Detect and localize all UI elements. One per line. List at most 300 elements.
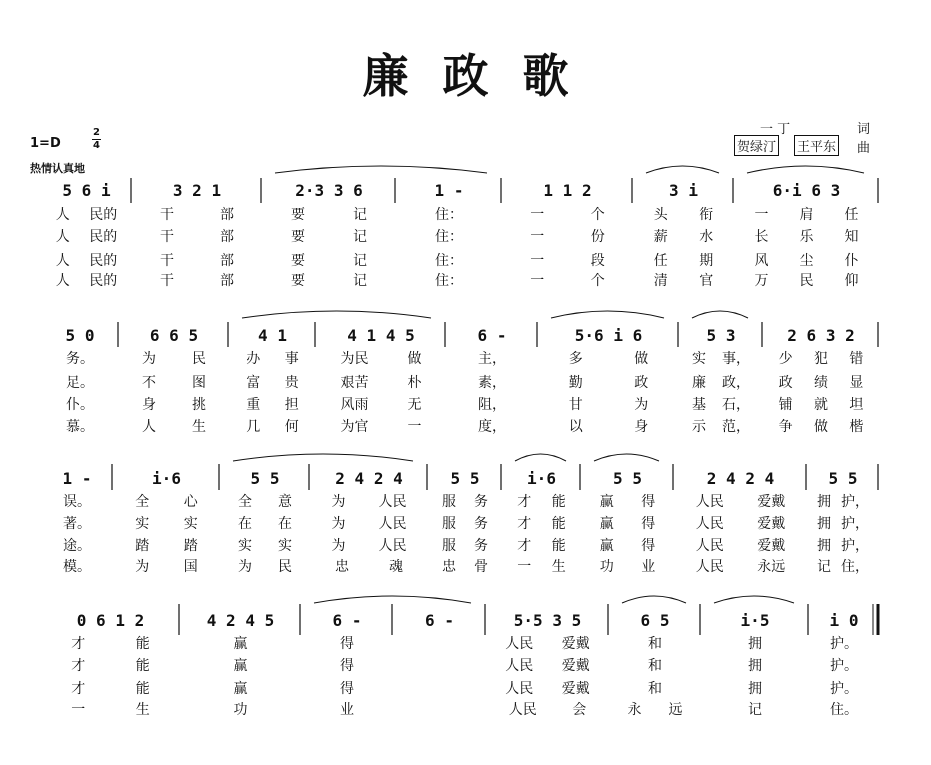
lyric-word: 和 bbox=[648, 636, 662, 652]
lyric-word: 人民 bbox=[695, 538, 724, 554]
lyric-verse-4 bbox=[814, 699, 874, 719]
lyric-verse-2 bbox=[46, 655, 175, 675]
lyric-word: 实 bbox=[183, 516, 198, 532]
lyric-word: 政， bbox=[722, 375, 750, 391]
lyric-word: 人民 bbox=[505, 636, 534, 652]
lyric-word: 人 bbox=[142, 419, 156, 435]
lyric-word: 全 bbox=[238, 494, 252, 510]
lyric-word: 图 bbox=[192, 375, 206, 391]
lyric-word: 身 bbox=[142, 397, 156, 413]
lyric-word: 朴 bbox=[407, 375, 422, 391]
lyric-word: 为 bbox=[135, 559, 150, 575]
lyric-word: 人民 bbox=[695, 559, 724, 575]
lyric-word: 部 bbox=[220, 253, 234, 269]
lyric-word: 做 bbox=[407, 351, 422, 367]
measure-notes: 6 - bbox=[477, 326, 507, 345]
lyric-verse-1 bbox=[679, 491, 802, 511]
lyric-word: 务 bbox=[474, 516, 488, 532]
lyric-word: 民的 bbox=[89, 229, 118, 245]
lyric-word: 在 bbox=[278, 516, 292, 532]
lyric-word: 风 bbox=[754, 253, 769, 269]
lyric-word: 记 bbox=[817, 559, 831, 575]
lyric-verse-1 bbox=[225, 491, 305, 511]
lyric-word: 能 bbox=[135, 636, 150, 652]
lyric-word: 拥 bbox=[817, 494, 831, 510]
measure-notes: 4 1 4 5 bbox=[347, 326, 415, 345]
lyric-word: 人民 bbox=[508, 702, 537, 718]
lyric-word: 为 bbox=[634, 397, 649, 413]
lyric-word: 错 bbox=[849, 351, 864, 367]
lyric-word: 要 bbox=[291, 273, 305, 289]
lyric-word: 记 bbox=[748, 702, 762, 718]
lyric-word: 段 bbox=[590, 253, 605, 269]
lyric-word: 个 bbox=[590, 273, 605, 289]
lyric-verse-4 bbox=[315, 556, 423, 576]
lyric-verse-1 bbox=[638, 204, 729, 224]
lyric-word: 一 bbox=[71, 702, 86, 718]
lyric-word: 一 bbox=[407, 419, 422, 435]
lyric-word: 爱戴 bbox=[561, 658, 590, 674]
lyric-word: 爱戴 bbox=[757, 538, 786, 554]
lyric-verse-3 bbox=[185, 678, 296, 698]
lyric-word: 长 bbox=[754, 229, 769, 245]
measure-notes: 6 - bbox=[425, 611, 454, 630]
lyric-word: 人民 bbox=[695, 516, 724, 532]
lyric-word: 部 bbox=[220, 273, 234, 289]
lyric-word: 阻， bbox=[478, 397, 506, 413]
lyric-word: 远 bbox=[668, 702, 683, 718]
lyric-word: 政 bbox=[634, 375, 649, 391]
lyric-word: 少 bbox=[778, 351, 793, 367]
composer-2: 王平东 bbox=[794, 135, 839, 156]
lyric-word: 国 bbox=[183, 559, 198, 575]
lyric-verse-2 bbox=[46, 372, 114, 392]
lyric-verse-2 bbox=[739, 226, 874, 246]
lyric-word: 铺 bbox=[778, 397, 793, 413]
lyric-verse-2 bbox=[185, 655, 296, 675]
lyric-word: 才 bbox=[71, 636, 86, 652]
time-signature-top: 2 bbox=[93, 127, 100, 138]
lyric-verse-3 bbox=[118, 535, 215, 555]
lyric-word: 仰 bbox=[844, 273, 859, 289]
lyric-word: 人民 bbox=[505, 681, 534, 697]
lyric-verse-2 bbox=[814, 655, 874, 675]
lyric-verse-1 bbox=[234, 348, 311, 368]
lyric-word: 业 bbox=[641, 559, 656, 575]
lyric-word: 赢 bbox=[599, 538, 614, 554]
lyric-verse-1 bbox=[543, 348, 674, 368]
lyric-word: 得 bbox=[340, 636, 354, 652]
lyric-word: 办 bbox=[246, 351, 261, 367]
lyric-word: 石， bbox=[722, 397, 750, 413]
measure-notes: 6 6 5 bbox=[149, 326, 199, 345]
lyric-word: 担 bbox=[284, 397, 299, 413]
measure-notes: 2 4 2 4 bbox=[706, 469, 775, 488]
lyric-word: 为民 bbox=[340, 351, 369, 367]
lyric-word: 实 bbox=[238, 538, 252, 554]
measure-notes: 1 1 2 bbox=[543, 181, 592, 200]
lyric-verse-3 bbox=[739, 250, 874, 270]
lyric-word: 为 bbox=[331, 516, 346, 532]
lyric-word: 民的 bbox=[89, 207, 118, 223]
lyric-verse-2 bbox=[46, 513, 108, 533]
lyric-word: 一 bbox=[754, 207, 769, 223]
lyric-verse-2 bbox=[507, 513, 576, 533]
lyric-word: 不 bbox=[142, 375, 156, 391]
lyric-word: 得 bbox=[641, 516, 656, 532]
lyric-word: 一 bbox=[530, 253, 545, 269]
lyric-word: 慕。 bbox=[66, 419, 94, 435]
lyric-word: 业 bbox=[340, 702, 354, 718]
lyric-verse-4 bbox=[124, 416, 224, 436]
slur bbox=[551, 311, 664, 318]
lyric-verse-2 bbox=[679, 513, 802, 533]
lyric-word: 记 bbox=[353, 273, 367, 289]
lyric-word: 主， bbox=[478, 351, 506, 367]
lyric-word: 政 bbox=[778, 375, 793, 391]
lyric-word: 护。 bbox=[830, 681, 858, 697]
time-signature-bottom: 4 bbox=[93, 140, 100, 151]
lyric-word: 要 bbox=[291, 253, 305, 269]
lyric-verse-3 bbox=[433, 535, 497, 555]
lyric-word: 肩 bbox=[799, 207, 814, 223]
slur bbox=[314, 596, 471, 603]
lyric-word: 服 bbox=[442, 538, 456, 554]
lyric-word: 会 bbox=[572, 702, 587, 718]
lyric-word: 人 bbox=[55, 207, 70, 223]
measure-notes: 5 0 bbox=[65, 326, 95, 345]
measure-notes: 5 5 bbox=[250, 469, 280, 488]
lyric-verse-1 bbox=[118, 491, 215, 511]
lyric-word: 富 bbox=[246, 375, 261, 391]
lyric-word: 务。 bbox=[66, 351, 94, 367]
lyric-verse-3 bbox=[225, 535, 305, 555]
lyric-word: 人 bbox=[55, 229, 70, 245]
lyric-verse-1 bbox=[46, 633, 175, 653]
lyric-word: 踏 bbox=[183, 538, 198, 554]
lyric-word: 记 bbox=[353, 207, 367, 223]
lyric-verse-3 bbox=[124, 394, 224, 414]
lyric-word: 永 bbox=[627, 702, 642, 718]
lyric-word: 何 bbox=[284, 419, 299, 435]
lyric-word: 风雨 bbox=[340, 397, 369, 413]
lyric-word: 衔 bbox=[699, 207, 714, 223]
lyric-word: 记 bbox=[353, 229, 367, 245]
lyric-verse-3 bbox=[46, 394, 114, 414]
lyric-word: 挑 bbox=[192, 397, 206, 413]
lyric-verse-1 bbox=[315, 491, 423, 511]
lyric-word: 功 bbox=[233, 702, 248, 718]
lyric-word: 实 bbox=[135, 516, 150, 532]
lyric-word: 要 bbox=[291, 207, 305, 223]
lyric-verse-1 bbox=[46, 348, 114, 368]
measure-notes: 2·3 3 6 bbox=[295, 181, 363, 200]
lyric-word: 赢 bbox=[233, 658, 248, 674]
lyric-word: 民的 bbox=[89, 273, 118, 289]
lyric-verse-2 bbox=[768, 372, 874, 392]
composer-1: 贺绿汀 bbox=[734, 135, 779, 156]
lyric-verse-2 bbox=[234, 372, 311, 392]
lyric-verse-1 bbox=[451, 348, 533, 368]
slur bbox=[747, 166, 864, 173]
lyric-verse-1 bbox=[321, 348, 441, 368]
lyric-word: 住： bbox=[435, 253, 463, 269]
lyric-verse-4 bbox=[679, 556, 802, 576]
tempo-marking: 热情认真地 bbox=[30, 162, 85, 175]
lyric-word: 薪 bbox=[653, 229, 668, 245]
measure-notes: i 0 bbox=[829, 611, 859, 630]
lyric-verse-4 bbox=[46, 556, 108, 576]
lyric-word: 干 bbox=[160, 229, 174, 245]
lyric-word: 做 bbox=[813, 419, 828, 435]
lyric-verse-4 bbox=[118, 556, 215, 576]
slur bbox=[233, 454, 413, 461]
lyric-word: 任 bbox=[653, 253, 668, 269]
measure-notes: 4 2 4 5 bbox=[206, 611, 275, 630]
lyric-word: 护， bbox=[841, 538, 869, 554]
measure-notes: 6 5 bbox=[640, 611, 670, 630]
lyric-word: 人民 bbox=[378, 538, 407, 554]
lyric-verse-3 bbox=[401, 250, 497, 270]
measure-notes: 5 6 i bbox=[62, 181, 111, 200]
lyric-verse-2 bbox=[225, 513, 305, 533]
lyric-word: 人 bbox=[55, 253, 70, 269]
lyric-verse-4 bbox=[46, 416, 114, 436]
measure-notes: 5 5 bbox=[450, 469, 480, 488]
measure-notes: 3 i bbox=[669, 181, 698, 200]
lyric-word: 才 bbox=[517, 494, 532, 510]
lyric-verse-2 bbox=[812, 513, 874, 533]
measure-notes: 4 1 bbox=[258, 326, 287, 345]
lyric-word: 务 bbox=[474, 538, 488, 554]
lyric-word: 官 bbox=[699, 273, 714, 289]
lyric-verse-1 bbox=[812, 491, 874, 511]
lyric-word: 个 bbox=[590, 207, 605, 223]
lyric-word: 为 bbox=[331, 538, 346, 554]
lyric-word: 拥 bbox=[748, 636, 762, 652]
lyric-word: 基 bbox=[692, 397, 706, 413]
lyric-word: 才 bbox=[71, 681, 86, 697]
lyric-word: 一 bbox=[517, 559, 532, 575]
lyric-word: 人民 bbox=[505, 658, 534, 674]
lyric-word: 模。 bbox=[63, 559, 91, 575]
lyric-word: 住： bbox=[435, 229, 463, 245]
page-title: 廉政歌 bbox=[362, 49, 603, 103]
lyric-word: 爱戴 bbox=[561, 681, 590, 697]
lyric-word: 能 bbox=[135, 681, 150, 697]
lyric-word: 为官 bbox=[340, 419, 369, 435]
lyric-verse-1 bbox=[614, 633, 696, 653]
lyric-verse-1 bbox=[137, 204, 257, 224]
lyric-word: 生 bbox=[551, 559, 566, 575]
lyric-verse-1 bbox=[768, 348, 874, 368]
lyric-word: 头 bbox=[653, 207, 668, 223]
lyric-verse-2 bbox=[267, 226, 391, 246]
lyric-word: 争 bbox=[778, 419, 793, 435]
lyric-verse-4 bbox=[185, 699, 296, 719]
lyric-verse-2 bbox=[315, 513, 423, 533]
lyric-word: 知 bbox=[844, 229, 859, 245]
lyric-word: 部 bbox=[220, 207, 234, 223]
lyric-word: 才 bbox=[517, 516, 532, 532]
measure-notes: i·6 bbox=[527, 469, 556, 488]
lyric-verse-4 bbox=[684, 416, 758, 436]
lyric-verse-4 bbox=[491, 699, 604, 719]
lyric-verse-4 bbox=[433, 556, 497, 576]
lyric-word: 民 bbox=[278, 559, 292, 575]
lyric-verse-4 bbox=[768, 416, 874, 436]
lyric-word: 生 bbox=[192, 419, 206, 435]
lyric-verse-3 bbox=[706, 678, 804, 698]
lyric-verse-1 bbox=[507, 491, 576, 511]
lyric-word: 素， bbox=[478, 375, 506, 391]
lyric-word: 赢 bbox=[599, 516, 614, 532]
lyric-word: 爱戴 bbox=[561, 636, 590, 652]
slur bbox=[242, 311, 431, 318]
slur bbox=[622, 596, 686, 603]
measure-notes: 3 2 1 bbox=[172, 181, 222, 200]
lyric-verse-4 bbox=[401, 270, 497, 290]
lyric-verse-4 bbox=[638, 270, 729, 290]
lyric-word: 重 bbox=[246, 397, 261, 413]
lyric-word: 多 bbox=[568, 351, 583, 367]
lyric-word: 实 bbox=[278, 538, 292, 554]
lyricist-name: 一 丁 bbox=[760, 122, 791, 137]
measure-notes: 5·5 3 5 bbox=[513, 611, 582, 630]
lyric-word: 一 bbox=[530, 207, 545, 223]
lyric-word: 能 bbox=[551, 538, 566, 554]
lyric-verse-2 bbox=[491, 655, 604, 675]
lyric-verse-2 bbox=[118, 513, 215, 533]
lyric-word: 一 bbox=[530, 273, 545, 289]
lyric-verse-1 bbox=[814, 633, 874, 653]
lyric-word: 永远 bbox=[757, 559, 786, 575]
lyric-word: 艰苦 bbox=[340, 375, 369, 391]
lyric-verse-2 bbox=[706, 655, 804, 675]
lyric-verse-3 bbox=[614, 678, 696, 698]
lyric-word: 和 bbox=[648, 658, 662, 674]
lyric-word: 清 bbox=[653, 273, 668, 289]
lyric-word: 护， bbox=[841, 494, 869, 510]
lyric-word: 任 bbox=[844, 207, 859, 223]
lyric-word: 几 bbox=[246, 419, 261, 435]
lyric-verse-3 bbox=[46, 678, 175, 698]
lyric-verse-4 bbox=[507, 270, 628, 290]
lyric-verse-2 bbox=[433, 513, 497, 533]
slur bbox=[275, 166, 487, 173]
lyric-word: 示 bbox=[692, 419, 706, 435]
lyric-word: 期 bbox=[699, 253, 714, 269]
lyric-word: 仆 bbox=[844, 253, 859, 269]
lyric-verse-4 bbox=[306, 699, 388, 719]
lyric-word: 干 bbox=[160, 207, 174, 223]
slur bbox=[594, 454, 659, 461]
lyric-word: 能 bbox=[551, 516, 566, 532]
lyric-word: 足。 bbox=[66, 375, 94, 391]
lyric-word: 乐 bbox=[799, 229, 814, 245]
lyric-verse-3 bbox=[812, 535, 874, 555]
measure-notes: 2 6 3 2 bbox=[787, 326, 855, 345]
lyric-word: 得 bbox=[641, 494, 656, 510]
measure-notes: 1 - bbox=[62, 469, 92, 488]
lyric-word: 忠 bbox=[442, 559, 456, 575]
lyric-word: 要 bbox=[291, 229, 305, 245]
lyric-word: 民的 bbox=[89, 253, 118, 269]
lyric-word: 魂 bbox=[389, 559, 403, 575]
lyric-word: 护。 bbox=[830, 658, 858, 674]
lyric-verse-2 bbox=[46, 226, 127, 246]
lyric-verse-4 bbox=[706, 699, 804, 719]
measure-notes: 5 5 bbox=[828, 469, 858, 488]
lyric-word: 民 bbox=[799, 273, 814, 289]
lyric-verse-4 bbox=[507, 556, 576, 576]
lyric-verse-1 bbox=[124, 348, 224, 368]
lyric-verse-3 bbox=[507, 535, 576, 555]
lyric-word: 人 bbox=[55, 273, 70, 289]
lyric-word: 实 bbox=[692, 351, 706, 367]
lyric-verse-4 bbox=[321, 416, 441, 436]
lyric-verse-1 bbox=[491, 633, 604, 653]
lyric-word: 住， bbox=[841, 559, 869, 575]
lyric-verse-3 bbox=[679, 535, 802, 555]
lyric-verse-2 bbox=[137, 226, 257, 246]
lyric-verse-4 bbox=[137, 270, 257, 290]
measure-notes: i·6 bbox=[152, 469, 181, 488]
lyric-verse-3 bbox=[306, 678, 388, 698]
lyric-verse-1 bbox=[267, 204, 391, 224]
lyric-verse-2 bbox=[638, 226, 729, 246]
measure-notes: 5 5 bbox=[613, 469, 642, 488]
lyric-word: 住。 bbox=[830, 702, 858, 718]
lyric-word: 拥 bbox=[817, 538, 831, 554]
lyric-word: 楷 bbox=[849, 419, 864, 435]
lyric-verse-2 bbox=[684, 372, 758, 392]
lyric-verse-3 bbox=[491, 678, 604, 698]
lyric-word: 才 bbox=[71, 658, 86, 674]
measure-notes: 5·6 i 6 bbox=[574, 326, 643, 345]
lyric-word: 仆。 bbox=[66, 397, 94, 413]
lyric-word: 住： bbox=[435, 207, 463, 223]
lyric-verse-1 bbox=[586, 491, 669, 511]
measure-notes: 6·i 6 3 bbox=[772, 181, 841, 200]
lyric-word: 一 bbox=[530, 229, 545, 245]
lyric-word: 无 bbox=[407, 397, 422, 413]
lyric-verse-4 bbox=[225, 556, 305, 576]
lyric-word: 坦 bbox=[849, 397, 864, 413]
lyric-word: 途。 bbox=[63, 538, 91, 554]
lyric-word: 勤 bbox=[568, 375, 583, 391]
lyric-word: 万 bbox=[754, 273, 769, 289]
lyric-word: 廉 bbox=[692, 375, 706, 391]
lyric-word: 人民 bbox=[695, 494, 724, 510]
lyric-word: 范， bbox=[722, 419, 750, 435]
lyric-verse-3 bbox=[46, 250, 127, 270]
lyric-word: 度， bbox=[478, 419, 506, 435]
lyric-verse-2 bbox=[306, 655, 388, 675]
lyric-word: 身 bbox=[634, 419, 649, 435]
lyric-word: 部 bbox=[220, 229, 234, 245]
measure-notes: 1 - bbox=[434, 181, 464, 200]
lyric-word: 误。 bbox=[63, 494, 91, 510]
lyric-word: 干 bbox=[160, 253, 174, 269]
lyricist-role: 词 bbox=[857, 122, 871, 137]
lyric-verse-3 bbox=[321, 394, 441, 414]
lyric-word: 记 bbox=[353, 253, 367, 269]
lyric-word: 人民 bbox=[378, 516, 407, 532]
lyric-word: 服 bbox=[442, 494, 456, 510]
lyric-verse-3 bbox=[451, 394, 533, 414]
lyric-word: 份 bbox=[590, 229, 605, 245]
